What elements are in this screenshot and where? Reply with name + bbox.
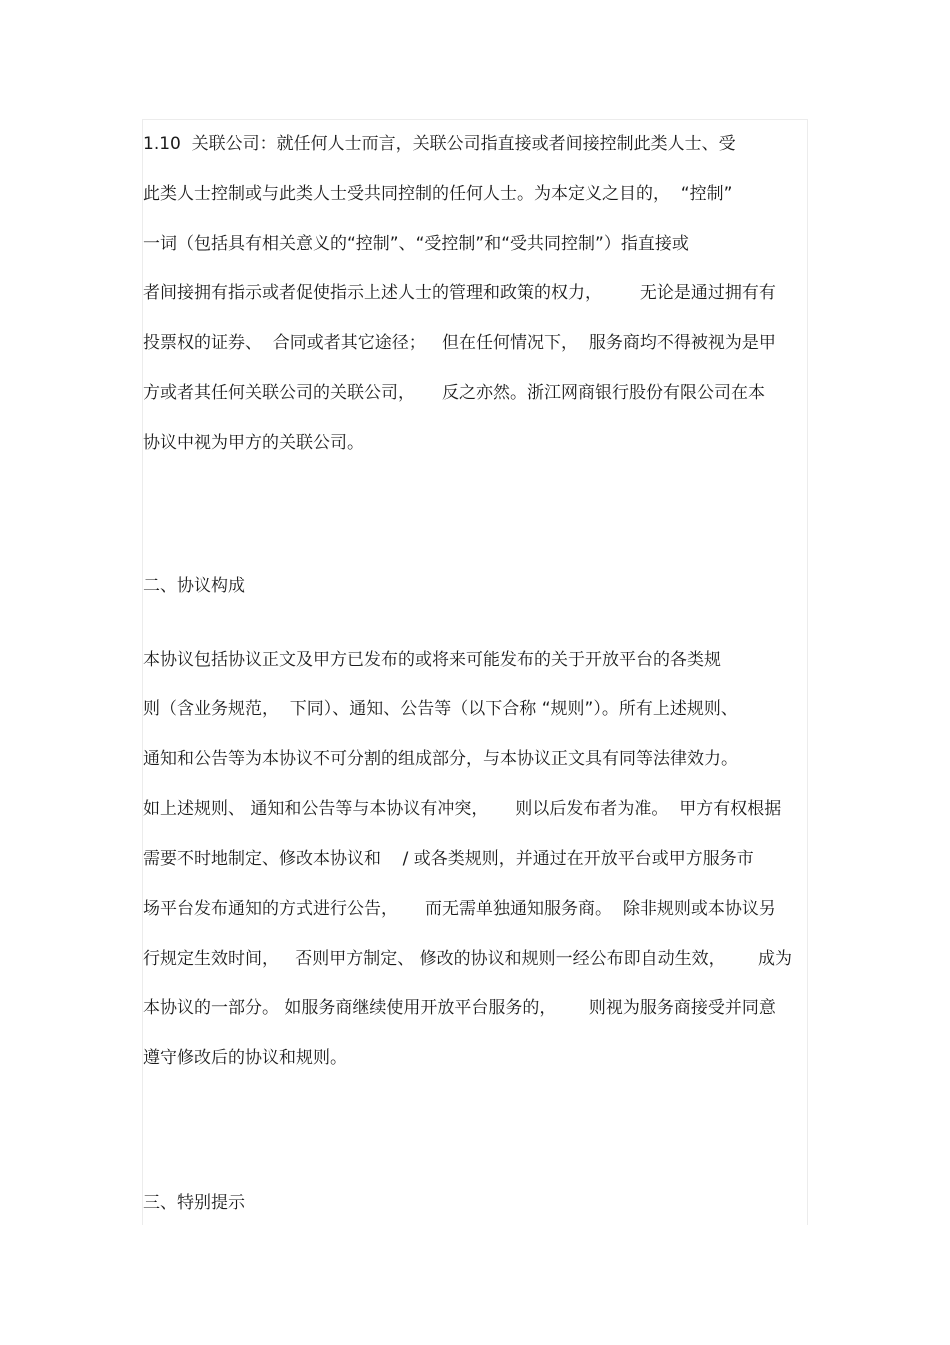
section2-line-7: 行规定生效时间， 否则甲方制定、 修改的协议和规则一经公布即自动生效， 成为 (143, 949, 793, 969)
section2-line-9: 遵守修改后的协议和规则。 (143, 1048, 347, 1068)
section1-line-5: 投票权的证券、 合同或者其它途径； 但在任何情况下， 服务商均不得被视为是甲 (143, 333, 776, 353)
section2-line-1: 本协议包括协议正文及甲方已发布的或将来可能发布的关于开放平台的各类规 (143, 650, 721, 670)
section2-line-8: 本协议的一部分。 如服务商继续使用开放平台服务的， 则视为服务商接受并同意 (143, 998, 776, 1018)
section1-line-2: 此类人士控制或与此类人士受共同控制的任何人士。为本定义之目的， “控制” (143, 184, 733, 204)
section1-line-6: 方或者其任何关联公司的关联公司， 反之亦然。浙江网商银行股份有限公司在本 (143, 383, 766, 403)
section2-line-4: 如上述规则、 通知和公告等与本协议有冲突， 则以后发布者为准。 甲方有权根据 (143, 799, 782, 819)
section2-line-2: 则（含业务规范， 下同）、通知、公告等（以下合称 “规则”）。所有上述规则、 (143, 699, 738, 719)
section1-line-7: 协议中视为甲方的关联公司。 (143, 433, 364, 453)
section1-line-3: 一词（包括具有相关意义的“控制”、“受控制”和“受共同控制”）指直接或 (143, 234, 689, 254)
section2-heading: 二、协议构成 (143, 576, 245, 596)
section2-line-3: 通知和公告等为本协议不可分割的组成部分，与本协议正文具有同等法律效力。 (143, 749, 738, 769)
section1-line-4: 者间接拥有指示或者促使指示上述人士的管理和政策的权力， 无论是通过拥有有 (143, 283, 776, 303)
section2-line-6: 场平台发布通知的方式进行公告， 而无需单独通知服务商。 除非规则或本协议另 (143, 899, 776, 919)
section3-heading: 三、特别提示 (143, 1193, 245, 1213)
section2-line-5: 需要不时地制定、修改本协议和 / 或各类规则，并通过在开放平台或甲方服务市 (143, 849, 754, 869)
section1-line-1: 1.10 关联公司：就任何人士而言，关联公司指直接或者间接控制此类人士、受 (143, 134, 736, 154)
